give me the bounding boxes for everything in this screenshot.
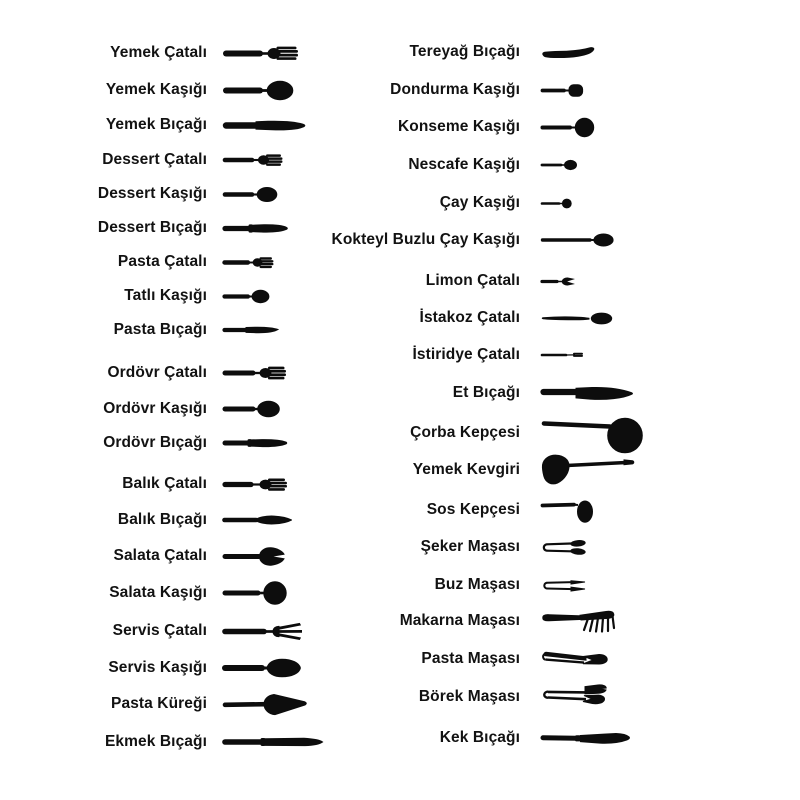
butter-knife-icon <box>540 45 596 60</box>
cutlery-label: Kek Bıçağı <box>439 729 520 746</box>
cutlery-label: Et Bıçağı <box>452 384 520 401</box>
cutlery-label: Servis Çatalı <box>112 622 207 639</box>
sauce-ladle-icon <box>540 498 598 523</box>
cutlery-label: Ordövr Bıçağı <box>103 434 207 451</box>
consomme-spoon-icon <box>540 117 596 138</box>
cutlery-label: Tereyağ Bıçağı <box>409 43 520 60</box>
pasta-tongs-icon <box>540 609 622 633</box>
cutlery-label: Çay Kaşığı <box>439 194 520 211</box>
list-item <box>0 217 800 263</box>
cutlery-label: Yemek Bıçağı <box>105 116 207 133</box>
cutlery-label: Limon Çatalı <box>425 272 520 289</box>
cutlery-label: Buz Maşası <box>434 576 520 593</box>
cutlery-label: Salata Kaşığı <box>109 584 207 601</box>
skimmer-icon <box>540 453 636 487</box>
cutlery-label: Salata Çatalı <box>113 547 207 564</box>
oyster-fork-icon <box>540 351 584 359</box>
sugar-tongs-icon <box>540 539 588 556</box>
ice-cream-spoon-icon <box>540 82 586 99</box>
cutlery-label: Makarna Maşası <box>399 612 520 629</box>
cutlery-label: Konseme Kaşığı <box>398 118 520 135</box>
list-item <box>0 674 800 720</box>
cutlery-label: Ordövr Kaşığı <box>103 400 207 417</box>
nescafe-spoon-icon <box>540 159 578 171</box>
cake-knife-icon <box>540 731 632 746</box>
ice-tongs-icon <box>540 578 588 593</box>
cutlery-label: İstiridye Çatalı <box>412 346 520 363</box>
list-item <box>0 715 800 761</box>
cutlery-label: Balık Bıçağı <box>117 511 207 528</box>
lemon-fork-icon <box>540 276 575 287</box>
cutlery-label: Ekmek Bıçağı <box>104 733 207 750</box>
cutlery-label: Servis Kaşığı <box>108 659 207 676</box>
cutlery-label: Pasta Maşası <box>421 650 520 667</box>
lobster-fork-icon <box>540 312 614 325</box>
cutlery-label: İstakoz Çatalı <box>419 309 520 326</box>
cutlery-label: Dessert Bıçağı <box>97 219 207 236</box>
meat-knife-icon <box>540 384 636 403</box>
cake-tongs-icon <box>540 649 612 670</box>
cutlery-label: Nescafe Kaşığı <box>408 156 520 173</box>
cutlery-label: Kokteyl Buzlu Çay Kaşığı <box>331 231 520 248</box>
cutlery-label: Pasta Çatalı <box>117 253 207 270</box>
cutlery-label: Çorba Kepçesi <box>410 424 520 441</box>
cutlery-label: Yemek Kaşığı <box>105 81 207 98</box>
cutlery-label: Pasta Bıçağı <box>113 321 207 338</box>
cutlery-label: Sos Kepçesi <box>426 501 520 518</box>
cutlery-label: Börek Maşası <box>418 688 520 705</box>
pastry-tongs-icon <box>540 683 616 711</box>
cutlery-label: Yemek Kevgiri <box>412 461 520 478</box>
tea-spoon-icon <box>540 198 573 209</box>
cutlery-label: Tatlı Kaşığı <box>124 287 207 304</box>
cutlery-label: Şeker Maşası <box>420 538 520 555</box>
cutlery-label: Balık Çatalı <box>122 475 207 492</box>
cutlery-label: Yemek Çatalı <box>110 44 207 61</box>
iced-tea-spoon-icon <box>540 233 614 247</box>
cutlery-label: Dessert Çatalı <box>102 151 207 168</box>
cutlery-label: Ordövr Çatalı <box>107 364 207 381</box>
cutlery-label: Dessert Kaşığı <box>97 185 207 202</box>
cutlery-label: Pasta Küreği <box>111 695 207 712</box>
cutlery-label: Dondurma Kaşığı <box>390 81 520 98</box>
